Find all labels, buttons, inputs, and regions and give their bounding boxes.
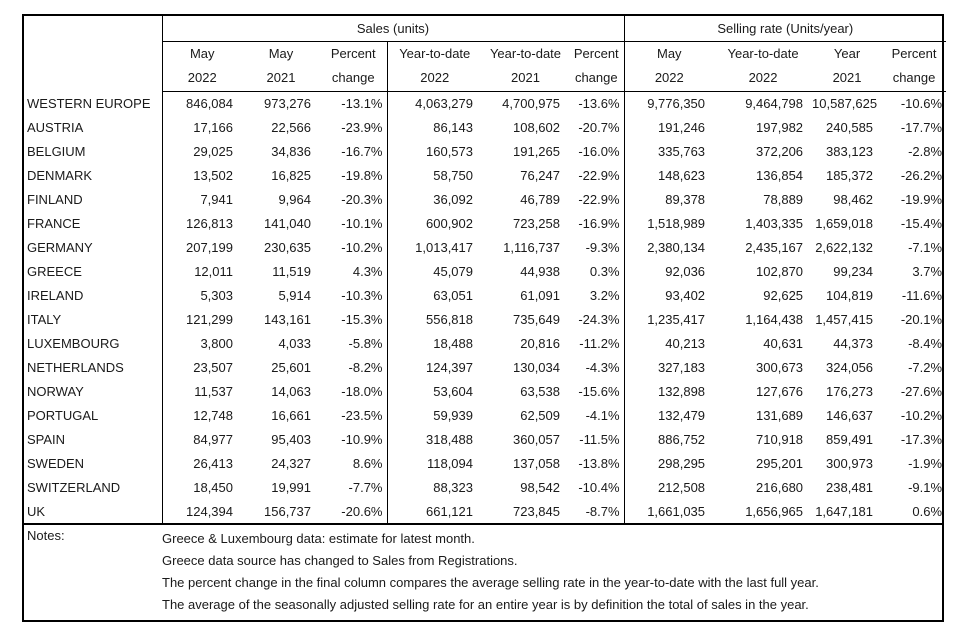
column-header-line1: Year-to-date	[489, 46, 562, 61]
sales-ytd-percent-change-cell: -16.0%	[578, 143, 620, 159]
rate-percent-change-cell: -20.1%	[900, 311, 943, 327]
sales-ytd-percent-change-cell: -4.3%	[585, 359, 620, 375]
sales-may-2022-cell: 23,507	[193, 359, 233, 375]
rate-percent-change-cell: -26.2%	[900, 167, 943, 183]
column-header-line1: Year-to-date	[727, 46, 799, 61]
sales-ytd-2021-cell: 130,034	[513, 359, 560, 375]
rate-may-2022-cell: 886,752	[624, 427, 714, 451]
rate-year-2021-cell: 185,372	[826, 167, 874, 183]
column-header-sales-ytd-2021	[482, 41, 569, 91]
rate-year-2021-cell: 104,819	[826, 287, 874, 303]
sales-ytd-percent-change-cell: -13.6%	[578, 95, 620, 111]
rate-percent-change-cell: -17.3%	[900, 431, 943, 447]
sales-ytd-percent-change-cell: -22.9%	[578, 167, 620, 183]
sales-ytd-2021-cell: 20,816	[520, 335, 560, 351]
table-row	[24, 163, 946, 187]
rate-ytd-2022-cell: 2,435,167	[745, 239, 804, 255]
sales-ytd-2022-cell: 124,397	[387, 355, 482, 379]
sales-ytd-percent-change-cell: -8.7%	[585, 503, 620, 519]
sales-ytd-2022-cell: 59,939	[387, 403, 482, 427]
country-cell: BELGIUM	[24, 139, 162, 163]
sales-ytd-2021-cell: 46,789	[520, 191, 560, 207]
column-header-line2: 2021	[511, 70, 540, 85]
table-row	[24, 499, 946, 523]
sales-ytd-2022-cell: 88,323	[387, 475, 482, 499]
sales-ytd-2021-cell: 4,700,975	[502, 95, 560, 111]
rate-percent-change-cell: -7.2%	[908, 359, 943, 375]
country-cell: SPAIN	[24, 427, 162, 451]
rate-may-2022-cell: 1,235,417	[624, 307, 714, 331]
rate-percent-change-cell: 3.7%	[912, 263, 943, 279]
rate-year-2021-cell: 240,585	[826, 119, 874, 135]
sales-may-2021-cell: 22,566	[271, 119, 311, 135]
column-header-sales-may-2022	[162, 41, 242, 91]
rate-may-2022-cell: 2,380,134	[624, 235, 714, 259]
column-header-sales-may-2021	[242, 41, 320, 91]
sales-ytd-2021-cell: 76,247	[520, 167, 560, 183]
sales-ytd-percent-change-cell: -22.9%	[578, 191, 620, 207]
rate-percent-change-cell: -15.4%	[900, 215, 943, 231]
sales-ytd-percent-change-cell: -11.5%	[579, 431, 620, 447]
note-line: Greece & Luxembourg data: estimate for latest month.	[162, 531, 475, 546]
column-header-line1: Percent	[330, 46, 376, 61]
sales-may-2022-cell: 29,025	[193, 143, 233, 159]
rate-ytd-2022-cell: 1,403,335	[745, 215, 804, 231]
sales-percent-change-cell: -20.3%	[341, 191, 383, 207]
rate-ytd-2022-cell: 136,854	[756, 167, 804, 183]
sales-ytd-percent-change-cell: -24.3%	[578, 311, 620, 327]
sales-ytd-2022-cell: 1,013,417	[387, 235, 482, 259]
rate-ytd-2022-cell: 216,680	[756, 479, 804, 495]
table-row	[24, 115, 946, 139]
column-header-line1: May	[268, 46, 294, 61]
country-cell: GREECE	[24, 259, 162, 283]
column-header-line1: Year-to-date	[399, 46, 471, 61]
sales-ytd-percent-change-cell: 0.3%	[589, 263, 620, 279]
column-header-sales-ytd-percent-change	[569, 41, 624, 91]
sales-ytd-percent-change-cell: 3.2%	[589, 287, 620, 303]
rate-year-2021-cell: 300,973	[826, 455, 874, 471]
column-header-line2: change	[331, 70, 375, 85]
sales-ytd-2021-cell: 63,538	[520, 383, 560, 399]
sales-percent-change-cell: -13.1%	[341, 95, 383, 111]
country-cell: IRELAND	[24, 283, 162, 307]
country-cell: ITALY	[24, 307, 162, 331]
sales-percent-change-cell: -10.2%	[341, 239, 383, 255]
rate-percent-change-cell: -27.6%	[900, 383, 943, 399]
sales-ytd-2021-cell: 108,602	[513, 119, 560, 135]
sales-may-2021-cell: 14,063	[271, 383, 311, 399]
sales-may-2022-cell: 5,303	[200, 287, 233, 303]
rate-ytd-2022-cell: 9,464,798	[745, 95, 804, 111]
sales-ytd-2021-cell: 61,091	[520, 287, 560, 303]
rate-percent-change-cell: -2.8%	[908, 143, 943, 159]
sales-ytd-2022-cell: 36,092	[387, 187, 482, 211]
rate-year-2021-cell: 176,273	[826, 383, 874, 399]
sales-may-2021-cell: 16,825	[271, 167, 311, 183]
rate-may-2022-cell: 132,479	[624, 403, 714, 427]
rate-may-2022-cell: 40,213	[624, 331, 714, 355]
rate-may-2022-cell: 93,402	[624, 283, 714, 307]
country-cell: FINLAND	[24, 187, 162, 211]
rate-percent-change-cell: -11.6%	[901, 287, 943, 303]
sales-percent-change-cell: 8.6%	[352, 455, 383, 471]
sales-may-2022-cell: 11,537	[194, 383, 233, 399]
rate-year-2021-cell: 99,234	[833, 263, 874, 279]
rate-ytd-2022-cell: 131,689	[756, 407, 804, 423]
sales-may-2022-cell: 13,502	[193, 167, 233, 183]
sales-ytd-2022-cell: 318,488	[387, 427, 482, 451]
country-cell: SWITZERLAND	[24, 475, 162, 499]
column-header-rate-percent-change	[882, 41, 946, 91]
rate-ytd-2022-cell: 710,918	[756, 431, 804, 447]
rate-year-2021-cell: 324,056	[826, 359, 874, 375]
column-header-sales-percent-change	[320, 41, 387, 91]
group-header-row	[24, 16, 946, 41]
sales-ytd-percent-change-cell: -15.6%	[578, 383, 620, 399]
rate-percent-change-cell: -7.1%	[908, 239, 943, 255]
sales-may-2021-cell: 34,836	[271, 143, 311, 159]
rate-year-2021-cell: 44,373	[833, 335, 874, 351]
sales-percent-change-cell: 4.3%	[352, 263, 383, 279]
sales-ytd-2021-cell: 62,509	[520, 407, 560, 423]
sales-ytd-2021-cell: 191,265	[513, 143, 560, 159]
rate-ytd-2022-cell: 102,870	[756, 263, 804, 279]
rate-may-2022-cell: 298,295	[624, 451, 714, 475]
rate-percent-change-cell: -10.6%	[900, 95, 943, 111]
rate-ytd-2022-cell: 1,656,965	[745, 503, 804, 519]
rate-percent-change-cell: -10.2%	[900, 407, 943, 423]
sales-percent-change-cell: -8.2%	[348, 359, 383, 375]
sales-ytd-2022-cell: 556,818	[387, 307, 482, 331]
rate-may-2022-cell: 327,183	[624, 355, 714, 379]
sales-ytd-2022-cell: 86,143	[387, 115, 482, 139]
sales-ytd-2022-cell: 58,750	[387, 163, 482, 187]
rate-may-2022-cell: 335,763	[624, 139, 714, 163]
sales-table	[24, 16, 946, 523]
sales-ytd-2022-cell: 18,488	[387, 331, 482, 355]
column-header-line1: May	[189, 46, 215, 61]
rate-may-2022-cell: 92,036	[624, 259, 714, 283]
table-row	[24, 91, 946, 115]
note-line: The percent change in the final column compares the average selling rate in the year-to-date with the last full year.	[162, 575, 819, 590]
sales-ytd-2022-cell: 63,051	[387, 283, 482, 307]
country-cell: PORTUGAL	[24, 403, 162, 427]
table-row	[24, 187, 946, 211]
rate-year-2021-cell: 1,457,415	[815, 311, 874, 327]
column-header-rate-may-2022	[624, 41, 714, 91]
sales-may-2022-cell: 121,299	[186, 311, 233, 327]
table-row	[24, 259, 946, 283]
sales-ytd-percent-change-cell: -11.2%	[579, 335, 620, 351]
sales-ytd-2022-cell: 45,079	[387, 259, 482, 283]
note-line: The average of the seasonally adjusted selling rate for an entire year is by definition the total of sales in the year.	[162, 597, 809, 612]
column-header-row	[24, 41, 946, 91]
rate-percent-change-cell: -9.1%	[908, 479, 943, 495]
rate-year-2021-cell: 2,622,132	[815, 239, 874, 255]
sales-may-2022-cell: 3,800	[200, 335, 233, 351]
sales-ytd-2022-cell: 4,063,279	[387, 91, 482, 115]
sales-ytd-2021-cell: 723,845	[513, 503, 560, 519]
rate-ytd-2022-cell: 78,889	[763, 191, 804, 207]
country-cell: DENMARK	[24, 163, 162, 187]
sales-ytd-percent-change-cell: -4.1%	[585, 407, 620, 423]
table-row	[24, 211, 946, 235]
sales-may-2022-cell: 12,011	[194, 263, 233, 279]
rate-may-2022-cell: 132,898	[624, 379, 714, 403]
rate-ytd-2022-cell: 372,206	[756, 143, 804, 159]
rate-percent-change-cell: -19.9%	[900, 191, 943, 207]
sales-may-2021-cell: 5,914	[278, 287, 311, 303]
sales-ytd-percent-change-cell: -16.9%	[578, 215, 620, 231]
rate-year-2021-cell: 238,481	[826, 479, 874, 495]
sales-may-2021-cell: 11,519	[272, 263, 311, 279]
sales-ytd-2021-cell: 137,058	[513, 455, 560, 471]
table-row	[24, 331, 946, 355]
column-header-line2: 2021	[832, 70, 862, 85]
sales-may-2021-cell: 9,964	[278, 191, 311, 207]
country-cell: LUXEMBOURG	[24, 331, 162, 355]
rate-ytd-2022-cell: 300,673	[756, 359, 804, 375]
column-header-line2: change	[574, 70, 618, 85]
sales-ytd-2022-cell: 53,604	[387, 379, 482, 403]
rate-ytd-2022-cell: 1,164,438	[745, 311, 804, 327]
sales-may-2022-cell: 12,748	[193, 407, 233, 423]
sales-ytd-2021-cell: 98,542	[520, 479, 560, 495]
sales-may-2021-cell: 16,661	[271, 407, 311, 423]
notes-body	[162, 525, 819, 616]
sales-ytd-2021-cell: 1,116,737	[503, 239, 560, 255]
sales-ytd-2021-cell: 360,057	[513, 431, 560, 447]
sales-may-2022-cell: 207,199	[186, 239, 233, 255]
sales-ytd-percent-change-cell: -10.4%	[578, 479, 620, 495]
sales-may-2022-cell: 846,084	[186, 95, 233, 111]
sales-ytd-2021-cell: 723,258	[513, 215, 560, 231]
column-header-line1: Percent	[891, 46, 937, 61]
sales-ytd-percent-change-cell: -20.7%	[578, 119, 620, 135]
rate-year-2021-cell: 1,659,018	[815, 215, 874, 231]
sales-may-2021-cell: 95,403	[271, 431, 311, 447]
sales-percent-change-cell: -23.5%	[341, 407, 383, 423]
sales-percent-change-cell: -15.3%	[341, 311, 383, 327]
sales-may-2022-cell: 7,941	[200, 191, 233, 207]
sales-may-2021-cell: 156,737	[264, 503, 311, 519]
rate-ytd-2022-cell: 40,631	[763, 335, 804, 351]
country-cell: AUSTRIA	[24, 115, 162, 139]
column-header-line1: May	[657, 46, 682, 61]
column-header-sales-ytd-2022	[387, 41, 482, 91]
rate-percent-change-cell: -17.7%	[900, 119, 943, 135]
sales-may-2021-cell: 4,033	[278, 335, 311, 351]
sales-percent-change-cell: -23.9%	[341, 119, 383, 135]
column-header-line1: Percent	[573, 46, 619, 61]
notes-section	[24, 523, 942, 620]
rate-year-2021-cell: 383,123	[826, 143, 874, 159]
sales-ytd-2021-cell: 735,649	[513, 311, 560, 327]
sales-ytd-2022-cell: 600,902	[387, 211, 482, 235]
rate-percent-change-cell: -1.9%	[908, 455, 943, 471]
table-row	[24, 379, 946, 403]
country-cell: WESTERN EUROPE	[24, 91, 162, 115]
sales-percent-change-cell: -19.8%	[341, 167, 383, 183]
rate-ytd-2022-cell: 92,625	[763, 287, 804, 303]
table-body	[24, 91, 946, 523]
country-cell: NETHERLANDS	[24, 355, 162, 379]
rate-may-2022-cell: 148,623	[624, 163, 714, 187]
sales-ytd-2022-cell: 160,573	[387, 139, 482, 163]
rate-may-2022-cell: 9,776,350	[624, 91, 714, 115]
sales-may-2022-cell: 18,450	[193, 479, 233, 495]
sales-may-2021-cell: 19,991	[271, 479, 311, 495]
sales-percent-change-cell: -18.0%	[341, 383, 383, 399]
table-row	[24, 283, 946, 307]
country-cell: NORWAY	[24, 379, 162, 403]
column-header-line2: 2022	[748, 70, 778, 85]
table-row	[24, 307, 946, 331]
table-row	[24, 235, 946, 259]
rate-year-2021-cell: 1,647,181	[815, 503, 874, 519]
column-header-rate-ytd-2022	[714, 41, 812, 91]
rate-may-2022-cell: 212,508	[624, 475, 714, 499]
sales-group-header: Sales (units)	[162, 16, 624, 41]
sales-may-2022-cell: 124,394	[186, 503, 233, 519]
sales-may-2022-cell: 17,166	[193, 119, 233, 135]
sales-may-2021-cell: 25,601	[271, 359, 311, 375]
country-cell: GERMANY	[24, 235, 162, 259]
column-header-line2: 2022	[654, 70, 684, 85]
sales-may-2021-cell: 973,276	[264, 95, 311, 111]
rate-year-2021-cell: 98,462	[833, 191, 874, 207]
sales-percent-change-cell: -16.7%	[341, 143, 383, 159]
sales-may-2021-cell: 230,635	[264, 239, 311, 255]
sales-ytd-2021-cell: 44,938	[520, 263, 560, 279]
corner-cell	[24, 16, 162, 91]
rate-percent-change-cell: 0.6%	[912, 503, 943, 519]
rate-may-2022-cell: 1,661,035	[624, 499, 714, 523]
rate-may-2022-cell: 1,518,989	[624, 211, 714, 235]
selling-rate-group-header: Selling rate (Units/year)	[624, 16, 946, 41]
sales-ytd-percent-change-cell: -13.8%	[578, 455, 620, 471]
rate-year-2021-cell: 859,491	[826, 431, 874, 447]
sales-may-2022-cell: 126,813	[186, 215, 233, 231]
sales-may-2021-cell: 141,040	[264, 215, 311, 231]
sales-ytd-percent-change-cell: -9.3%	[585, 239, 620, 255]
table-row	[24, 403, 946, 427]
column-header-line1: Year	[833, 46, 861, 61]
sales-may-2021-cell: 143,161	[264, 311, 311, 327]
sales-may-2022-cell: 26,413	[193, 455, 233, 471]
sales-percent-change-cell: -10.9%	[341, 431, 383, 447]
sales-percent-change-cell: -10.3%	[341, 287, 383, 303]
sales-percent-change-cell: -5.8%	[348, 335, 383, 351]
sales-may-2021-cell: 24,327	[271, 455, 311, 471]
sales-percent-change-cell: -10.1%	[341, 215, 383, 231]
column-header-line2: change	[892, 70, 936, 85]
column-header-rate-year-2021	[812, 41, 882, 91]
sales-ytd-2022-cell: 118,094	[387, 451, 482, 475]
rate-may-2022-cell: 191,246	[624, 115, 714, 139]
sales-percent-change-cell: -20.6%	[341, 503, 383, 519]
column-header-line2: 2021	[266, 70, 296, 85]
table-row	[24, 475, 946, 499]
rate-ytd-2022-cell: 127,676	[756, 383, 804, 399]
rate-ytd-2022-cell: 197,982	[756, 119, 804, 135]
rate-ytd-2022-cell: 295,201	[756, 455, 804, 471]
column-header-line2: 2022	[420, 70, 450, 85]
rate-year-2021-cell: 146,637	[826, 407, 874, 423]
sales-may-2022-cell: 84,977	[193, 431, 233, 447]
note-line: Greece data source has changed to Sales from Registrations.	[162, 553, 518, 568]
column-header-line2: 2022	[187, 70, 217, 85]
sales-ytd-2022-cell: 661,121	[387, 499, 482, 523]
table-row	[24, 139, 946, 163]
country-cell: FRANCE	[24, 211, 162, 235]
rate-year-2021-cell: 10,587,625	[812, 95, 878, 111]
rate-percent-change-cell: -8.4%	[908, 335, 943, 351]
table-row	[24, 427, 946, 451]
rate-may-2022-cell: 89,378	[624, 187, 714, 211]
country-cell: SWEDEN	[24, 451, 162, 475]
country-cell: UK	[24, 499, 162, 523]
table-row	[24, 451, 946, 475]
table-row	[24, 355, 946, 379]
sales-percent-change-cell: -7.7%	[348, 479, 383, 495]
table-frame	[22, 14, 944, 622]
notes-label: Notes:	[27, 528, 65, 543]
